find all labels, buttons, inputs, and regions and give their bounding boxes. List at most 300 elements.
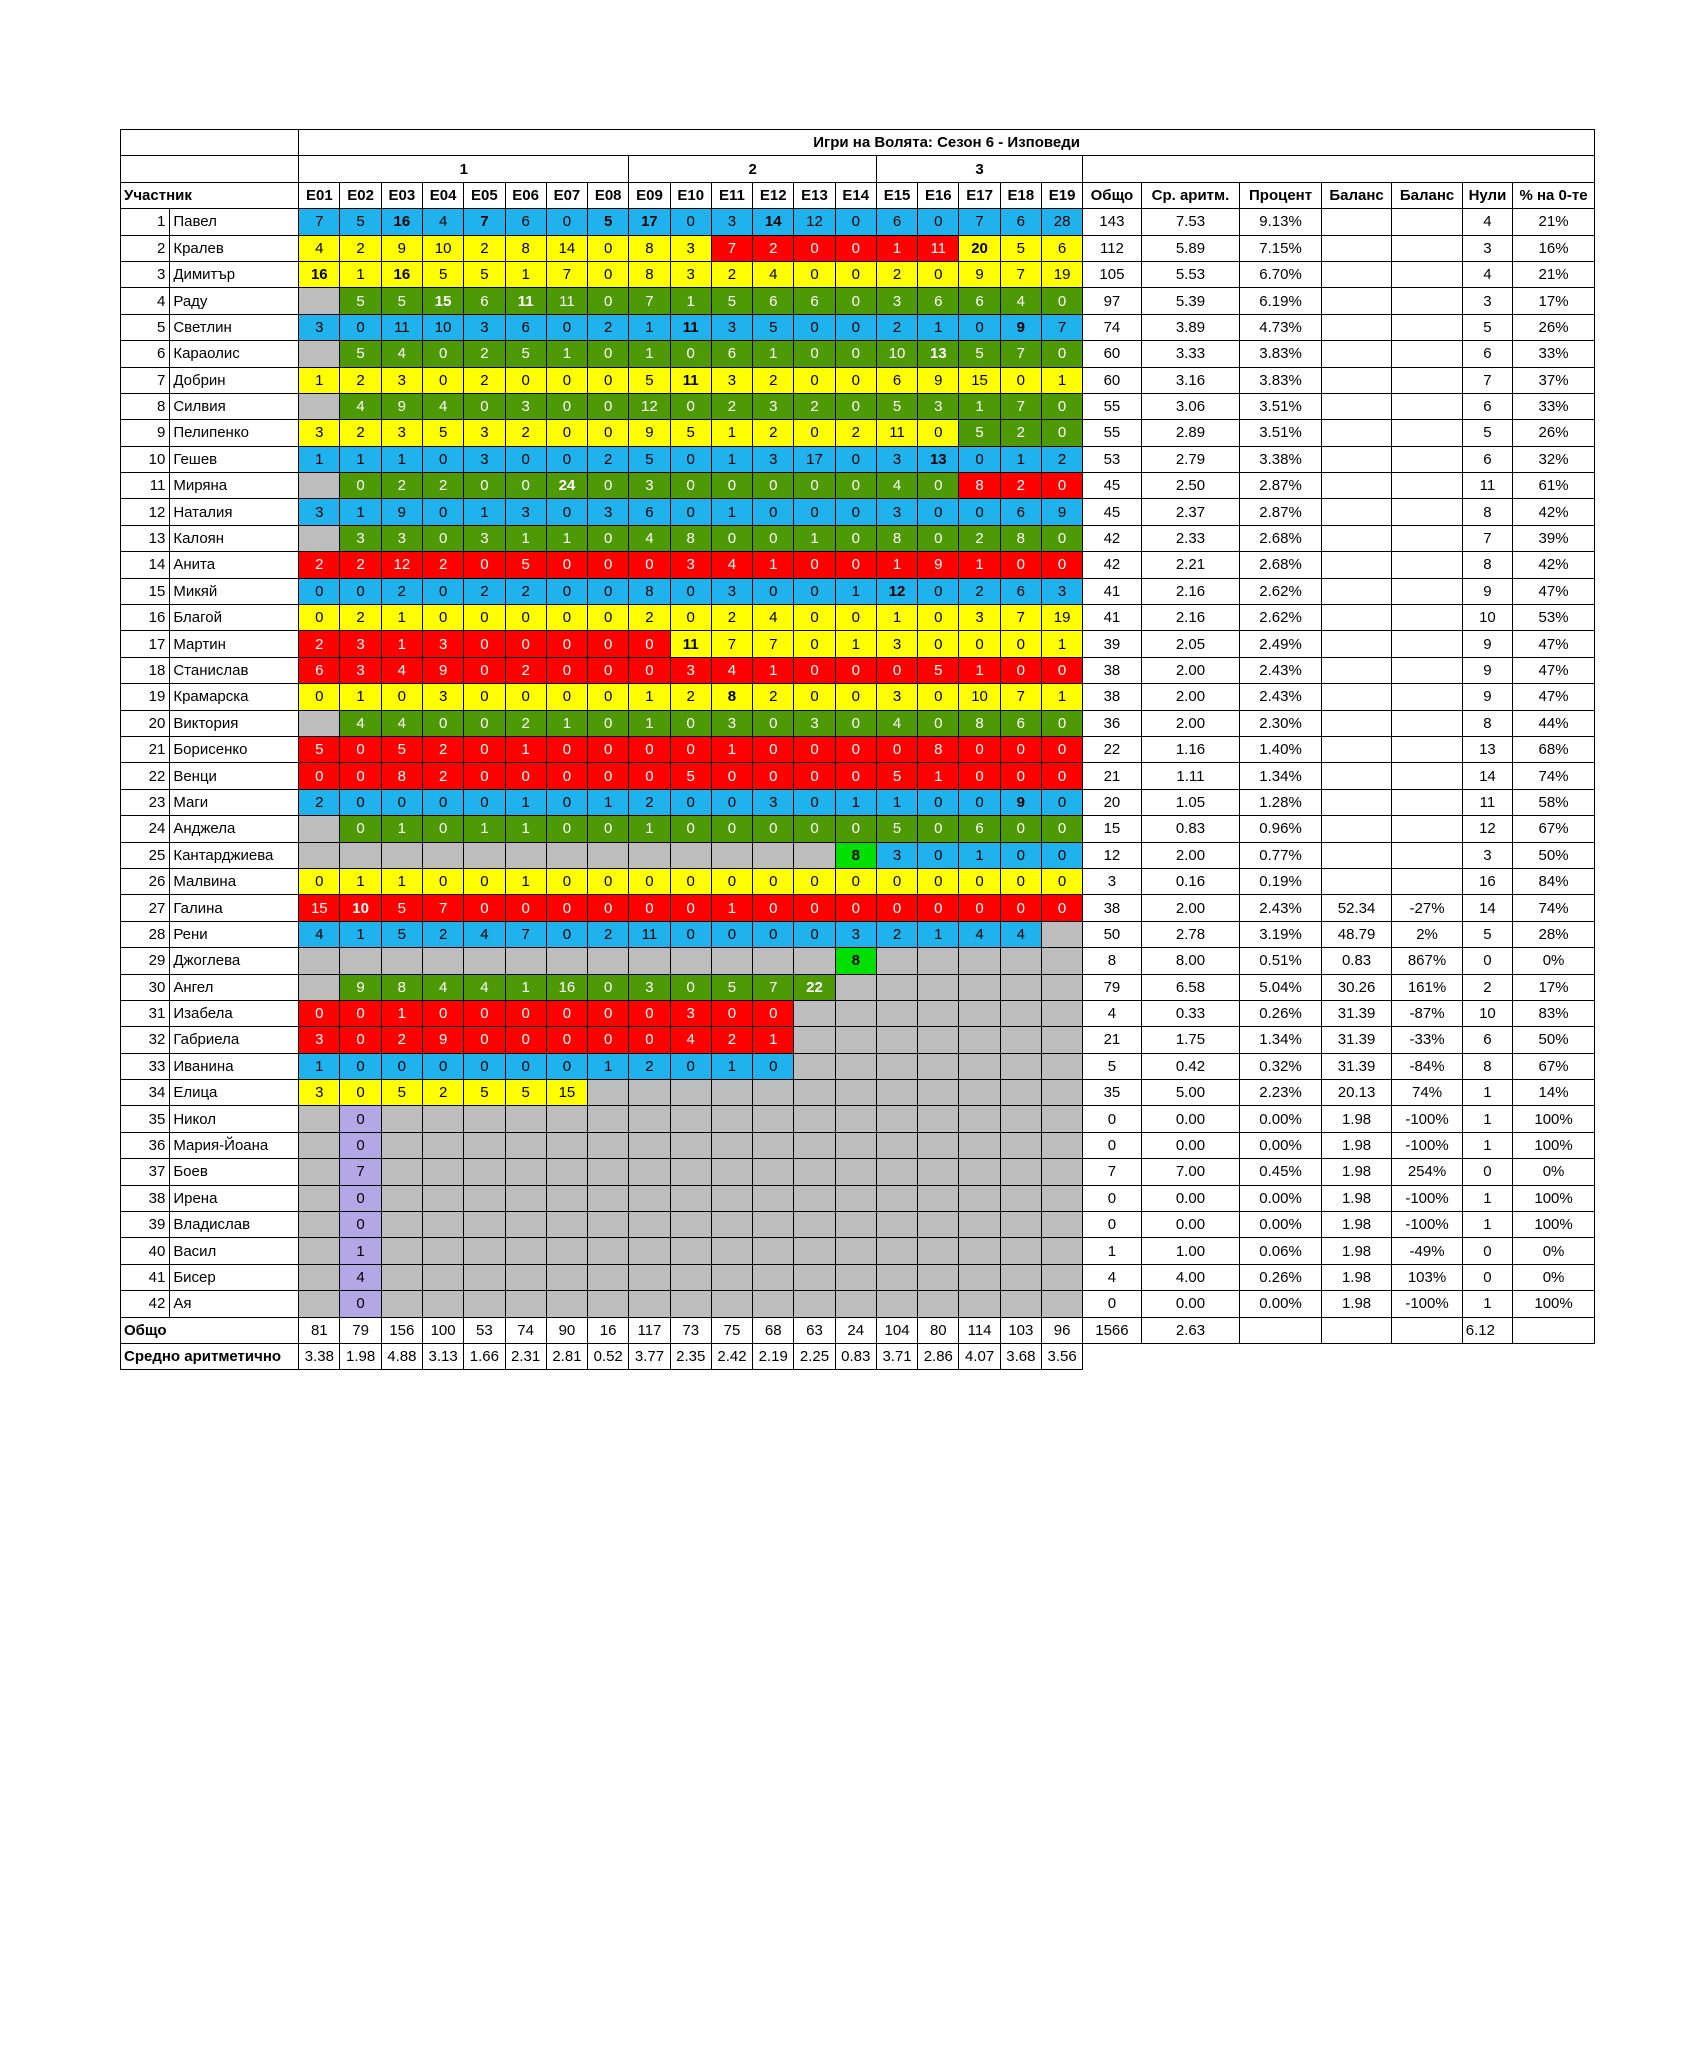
score-cell: [753, 1264, 794, 1290]
participant-row: [121, 816, 1595, 842]
rank-cell: 21: [121, 736, 170, 762]
row-zeros: 2: [1462, 974, 1512, 1000]
score-cell: 1: [299, 1053, 340, 1079]
score-cell: 0: [381, 684, 422, 710]
row-average: 3.16: [1141, 367, 1240, 393]
score-cell: 2: [422, 1080, 463, 1106]
row-zero-percent: 58%: [1513, 789, 1595, 815]
group-corner-cell: [121, 156, 299, 182]
score-cell: 5: [340, 341, 381, 367]
rank-cell: 14: [121, 552, 170, 578]
score-cell: [1000, 1106, 1041, 1132]
score-cell: [340, 948, 381, 974]
row-average: 5.53: [1141, 261, 1240, 287]
score-cell: 4: [670, 1027, 711, 1053]
score-cell: [1000, 1080, 1041, 1106]
score-cell: 0: [1041, 341, 1082, 367]
score-cell: [299, 816, 340, 842]
score-cell: [1041, 974, 1082, 1000]
score-cell: 0: [835, 657, 876, 683]
episode-total: 53: [464, 1317, 505, 1343]
score-cell: [422, 1185, 463, 1211]
score-cell: 15: [959, 367, 1000, 393]
score-cell: 0: [959, 446, 1000, 472]
rank-cell: 7: [121, 367, 170, 393]
zero-percent-header: % на 0-те: [1513, 182, 1595, 208]
score-cell: 0: [959, 314, 1000, 340]
row-percent: 2.87%: [1240, 499, 1322, 525]
score-cell: 0: [753, 578, 794, 604]
row-balance: 1.98: [1321, 1106, 1391, 1132]
row-balance-change: [1392, 446, 1462, 472]
score-cell: 2: [835, 420, 876, 446]
score-cell: 9: [422, 657, 463, 683]
score-cell: [835, 1238, 876, 1264]
score-cell: 2: [670, 684, 711, 710]
row-zeros: 7: [1462, 367, 1512, 393]
rank-cell: 33: [121, 1053, 170, 1079]
score-cell: 0: [959, 789, 1000, 815]
row-average: 0.00: [1141, 1291, 1240, 1317]
row-total: 42: [1083, 552, 1141, 578]
participant-name: Силвия: [170, 393, 299, 419]
episode-total: 156: [381, 1317, 422, 1343]
score-cell: 0: [1041, 657, 1082, 683]
score-cell: [422, 1291, 463, 1317]
score-cell: 0: [794, 367, 835, 393]
score-cell: 4: [340, 1264, 381, 1290]
episode-header: E02: [340, 182, 381, 208]
row-total: 74: [1083, 314, 1141, 340]
score-cell: 2: [340, 552, 381, 578]
participant-name: Боев: [170, 1159, 299, 1185]
score-cell: 13: [918, 341, 959, 367]
row-total: 41: [1083, 605, 1141, 631]
score-cell: [670, 842, 711, 868]
score-cell: 4: [381, 657, 422, 683]
score-cell: 15: [422, 288, 463, 314]
score-cell: 2: [876, 921, 917, 947]
score-cell: [546, 842, 587, 868]
row-balance-change: [1392, 736, 1462, 762]
score-cell: 0: [546, 314, 587, 340]
score-cell: 0: [753, 1053, 794, 1079]
score-cell: 0: [835, 209, 876, 235]
score-cell: [876, 1027, 917, 1053]
score-cell: [835, 974, 876, 1000]
row-percent: 3.51%: [1240, 420, 1322, 446]
row-balance-change: [1392, 816, 1462, 842]
row-zero-percent: 100%: [1513, 1132, 1595, 1158]
score-cell: 17: [629, 209, 670, 235]
score-cell: 0: [546, 209, 587, 235]
row-average: 0.33: [1141, 1000, 1240, 1026]
score-cell: 4: [340, 393, 381, 419]
row-zero-percent: 47%: [1513, 631, 1595, 657]
blank-cell: [1513, 1317, 1595, 1343]
score-cell: 1: [340, 261, 381, 287]
row-percent: 2.68%: [1240, 525, 1322, 551]
row-percent: 3.51%: [1240, 393, 1322, 419]
score-cell: 0: [794, 341, 835, 367]
score-cell: 8: [629, 235, 670, 261]
score-cell: 0: [670, 921, 711, 947]
score-cell: [670, 948, 711, 974]
episode-average: 2.25: [794, 1343, 835, 1369]
episode-header: E16: [918, 182, 959, 208]
rank-cell: 23: [121, 789, 170, 815]
row-zero-percent: 14%: [1513, 1080, 1595, 1106]
row-balance: 30.26: [1321, 974, 1391, 1000]
score-cell: 0: [1041, 473, 1082, 499]
row-percent: 2.62%: [1240, 578, 1322, 604]
row-balance: [1321, 684, 1391, 710]
score-cell: 11: [505, 288, 546, 314]
score-cell: 4: [1000, 921, 1041, 947]
score-cell: 0: [464, 763, 505, 789]
score-cell: 9: [959, 261, 1000, 287]
score-cell: 0: [340, 1106, 381, 1132]
score-cell: 6: [1000, 499, 1041, 525]
episode-average: 2.81: [546, 1343, 587, 1369]
score-cell: 6: [505, 209, 546, 235]
score-cell: 4: [753, 261, 794, 287]
score-cell: 0: [918, 605, 959, 631]
score-cell: 9: [629, 420, 670, 446]
score-cell: [422, 1132, 463, 1158]
participant-name: Благой: [170, 605, 299, 631]
score-cell: [464, 1159, 505, 1185]
score-cell: 3: [918, 393, 959, 419]
row-zero-percent: 26%: [1513, 314, 1595, 340]
rank-cell: 25: [121, 842, 170, 868]
score-cell: 0: [588, 288, 629, 314]
score-cell: [794, 1132, 835, 1158]
row-percent: 3.83%: [1240, 341, 1322, 367]
episode-header: E09: [629, 182, 670, 208]
score-cell: 0: [588, 631, 629, 657]
row-zeros: 3: [1462, 842, 1512, 868]
participant-name: Караолис: [170, 341, 299, 367]
score-cell: 3: [670, 261, 711, 287]
score-cell: 0: [588, 736, 629, 762]
score-cell: 9: [422, 1027, 463, 1053]
score-cell: 0: [711, 816, 752, 842]
episode-average: 2.19: [753, 1343, 794, 1369]
score-cell: [876, 948, 917, 974]
participant-name: Габриела: [170, 1027, 299, 1053]
row-balance-change: [1392, 578, 1462, 604]
row-balance-change: [1392, 341, 1462, 367]
row-balance-change: [1392, 499, 1462, 525]
score-cell: 0: [1000, 895, 1041, 921]
row-average: 1.00: [1141, 1238, 1240, 1264]
score-cell: 0: [588, 578, 629, 604]
row-zeros: 3: [1462, 288, 1512, 314]
score-cell: 1: [340, 684, 381, 710]
score-cell: 7: [711, 235, 752, 261]
score-cell: [753, 1080, 794, 1106]
score-cell: 3: [464, 446, 505, 472]
score-cell: [959, 948, 1000, 974]
participant-row: [121, 473, 1595, 499]
row-percent: 0.00%: [1240, 1185, 1322, 1211]
score-cell: 0: [464, 895, 505, 921]
score-cell: 0: [629, 868, 670, 894]
score-cell: 5: [629, 367, 670, 393]
participant-name: Мария-Йоана: [170, 1132, 299, 1158]
row-total: 1: [1083, 1238, 1141, 1264]
score-cell: 4: [299, 921, 340, 947]
score-cell: 5: [711, 288, 752, 314]
score-cell: 0: [546, 895, 587, 921]
rank-cell: 39: [121, 1212, 170, 1238]
score-cell: 2: [629, 789, 670, 815]
score-cell: 1: [835, 631, 876, 657]
score-cell: 0: [588, 1027, 629, 1053]
score-cell: [464, 1185, 505, 1211]
score-cell: 2: [1041, 446, 1082, 472]
rank-cell: 35: [121, 1106, 170, 1132]
participant-name: Светлин: [170, 314, 299, 340]
score-cell: 2: [381, 578, 422, 604]
averages-row: [121, 1343, 1595, 1369]
score-cell: 0: [670, 446, 711, 472]
participant-name: Гешев: [170, 446, 299, 472]
score-cell: 0: [918, 473, 959, 499]
score-cell: 0: [629, 895, 670, 921]
score-cell: 0: [422, 525, 463, 551]
score-cell: 0: [422, 341, 463, 367]
episode-total: 79: [340, 1317, 381, 1343]
rank-cell: 38: [121, 1185, 170, 1211]
score-cell: [711, 1185, 752, 1211]
score-cell: 1: [381, 446, 422, 472]
score-cell: 2: [629, 605, 670, 631]
score-cell: 0: [794, 420, 835, 446]
score-cell: [711, 1132, 752, 1158]
score-cell: 0: [464, 631, 505, 657]
score-cell: 0: [1000, 868, 1041, 894]
episode-header: E17: [959, 182, 1000, 208]
row-average: 2.16: [1141, 605, 1240, 631]
row-balance-change: [1392, 314, 1462, 340]
row-balance: [1321, 763, 1391, 789]
score-cell: 5: [670, 420, 711, 446]
rank-cell: 37: [121, 1159, 170, 1185]
participant-name: Елица: [170, 1080, 299, 1106]
score-cell: [794, 1185, 835, 1211]
score-cell: 0: [340, 1185, 381, 1211]
rank-cell: 42: [121, 1291, 170, 1317]
score-cell: 1: [505, 789, 546, 815]
row-balance: [1321, 393, 1391, 419]
participant-row: [121, 789, 1595, 815]
score-cell: 4: [422, 393, 463, 419]
score-cell: [505, 948, 546, 974]
participant-name: Добрин: [170, 367, 299, 393]
row-zeros: 9: [1462, 684, 1512, 710]
episode-average: 3.68: [1000, 1343, 1041, 1369]
row-zeros: 1: [1462, 1291, 1512, 1317]
row-zeros: 5: [1462, 314, 1512, 340]
participant-row: [121, 1132, 1595, 1158]
score-cell: 0: [422, 605, 463, 631]
score-cell: 0: [588, 235, 629, 261]
participant-name: Кралев: [170, 235, 299, 261]
episode-total: 63: [794, 1317, 835, 1343]
episode-total: 96: [1041, 1317, 1082, 1343]
score-cell: 0: [588, 525, 629, 551]
score-cell: [381, 1291, 422, 1317]
totals-label: Общо: [121, 1317, 299, 1343]
participant-row: [121, 367, 1595, 393]
score-cell: 0: [959, 736, 1000, 762]
score-cell: [1000, 1027, 1041, 1053]
score-cell: [588, 1159, 629, 1185]
row-balance: [1321, 842, 1391, 868]
avg-header: Ср. аритм.: [1141, 182, 1240, 208]
row-average: 2.05: [1141, 631, 1240, 657]
score-cell: 3: [711, 367, 752, 393]
score-cell: 0: [464, 710, 505, 736]
score-cell: 3: [505, 393, 546, 419]
score-cell: [753, 1106, 794, 1132]
score-cell: 0: [835, 868, 876, 894]
score-cell: 0: [588, 763, 629, 789]
score-cell: 0: [1041, 420, 1082, 446]
row-total: 38: [1083, 684, 1141, 710]
score-cell: 0: [546, 816, 587, 842]
score-cell: 0: [794, 605, 835, 631]
score-cell: 3: [670, 552, 711, 578]
row-balance: [1321, 235, 1391, 261]
rank-cell: 32: [121, 1027, 170, 1053]
row-total: 8: [1083, 948, 1141, 974]
row-balance: [1321, 657, 1391, 683]
row-balance: [1321, 710, 1391, 736]
rank-cell: 4: [121, 288, 170, 314]
score-cell: [876, 1264, 917, 1290]
score-cell: 5: [959, 341, 1000, 367]
score-cell: 0: [753, 921, 794, 947]
rank-cell: 41: [121, 1264, 170, 1290]
row-balance-change: [1392, 393, 1462, 419]
row-percent: 9.13%: [1240, 209, 1322, 235]
score-cell: 5: [422, 420, 463, 446]
score-cell: 7: [629, 288, 670, 314]
participant-row: [121, 1159, 1595, 1185]
score-cell: 0: [340, 816, 381, 842]
score-cell: 1: [629, 341, 670, 367]
row-average: 7.00: [1141, 1159, 1240, 1185]
episode-average: 3.77: [629, 1343, 670, 1369]
score-cell: [464, 1264, 505, 1290]
score-cell: 0: [299, 1000, 340, 1026]
score-cell: 5: [340, 209, 381, 235]
row-average: 2.37: [1141, 499, 1240, 525]
score-cell: 6: [299, 657, 340, 683]
score-cell: 3: [959, 605, 1000, 631]
row-zeros: 6: [1462, 393, 1512, 419]
score-cell: 5: [711, 974, 752, 1000]
score-cell: 3: [670, 235, 711, 261]
score-cell: [464, 1132, 505, 1158]
row-zeros: 13: [1462, 736, 1512, 762]
score-cell: [876, 1000, 917, 1026]
episode-header: E11: [711, 182, 752, 208]
score-cell: 3: [711, 578, 752, 604]
score-cell: 0: [340, 314, 381, 340]
score-cell: 2: [299, 789, 340, 815]
row-balance-change: -49%: [1392, 1238, 1462, 1264]
participant-name: Ая: [170, 1291, 299, 1317]
score-cell: 3: [794, 710, 835, 736]
score-cell: 0: [546, 446, 587, 472]
score-cell: 1: [711, 1053, 752, 1079]
score-cell: 0: [918, 816, 959, 842]
score-cell: 0: [1041, 816, 1082, 842]
participant-name: Раду: [170, 288, 299, 314]
score-cell: 22: [794, 974, 835, 1000]
row-total: 0: [1083, 1185, 1141, 1211]
participant-name: Маги: [170, 789, 299, 815]
score-cell: [1000, 1185, 1041, 1211]
row-zeros: 4: [1462, 209, 1512, 235]
episode-average: 2.42: [711, 1343, 752, 1369]
score-cell: [711, 842, 752, 868]
participant-row: [121, 948, 1595, 974]
score-cell: 0: [340, 1132, 381, 1158]
title-row: [121, 130, 1595, 156]
score-cell: 0: [753, 895, 794, 921]
score-cell: 0: [629, 736, 670, 762]
row-zeros: 9: [1462, 657, 1512, 683]
score-cell: [299, 974, 340, 1000]
score-cell: 0: [794, 763, 835, 789]
row-zero-percent: 16%: [1513, 235, 1595, 261]
episode-total: 74: [505, 1317, 546, 1343]
row-percent: 7.15%: [1240, 235, 1322, 261]
score-cell: 2: [753, 235, 794, 261]
score-cell: 3: [422, 684, 463, 710]
score-cell: [876, 1291, 917, 1317]
score-cell: [422, 1106, 463, 1132]
row-balance-change: [1392, 842, 1462, 868]
participant-name: Станислав: [170, 657, 299, 683]
rank-cell: 27: [121, 895, 170, 921]
score-cell: [753, 948, 794, 974]
rank-cell: 6: [121, 341, 170, 367]
row-balance: [1321, 605, 1391, 631]
score-cell: 0: [546, 420, 587, 446]
balance-change-header: Баланс: [1392, 182, 1462, 208]
score-cell: 0: [876, 895, 917, 921]
row-total: 60: [1083, 367, 1141, 393]
score-cell: 4: [711, 552, 752, 578]
score-cell: 0: [588, 710, 629, 736]
score-cell: [629, 1159, 670, 1185]
participant-name: Ангел: [170, 974, 299, 1000]
score-cell: 2: [959, 525, 1000, 551]
score-cell: 3: [711, 710, 752, 736]
score-cell: 1: [753, 341, 794, 367]
score-cell: [918, 1212, 959, 1238]
score-cell: 5: [505, 552, 546, 578]
score-cell: 0: [794, 261, 835, 287]
score-cell: 0: [918, 631, 959, 657]
score-cell: 2: [299, 552, 340, 578]
